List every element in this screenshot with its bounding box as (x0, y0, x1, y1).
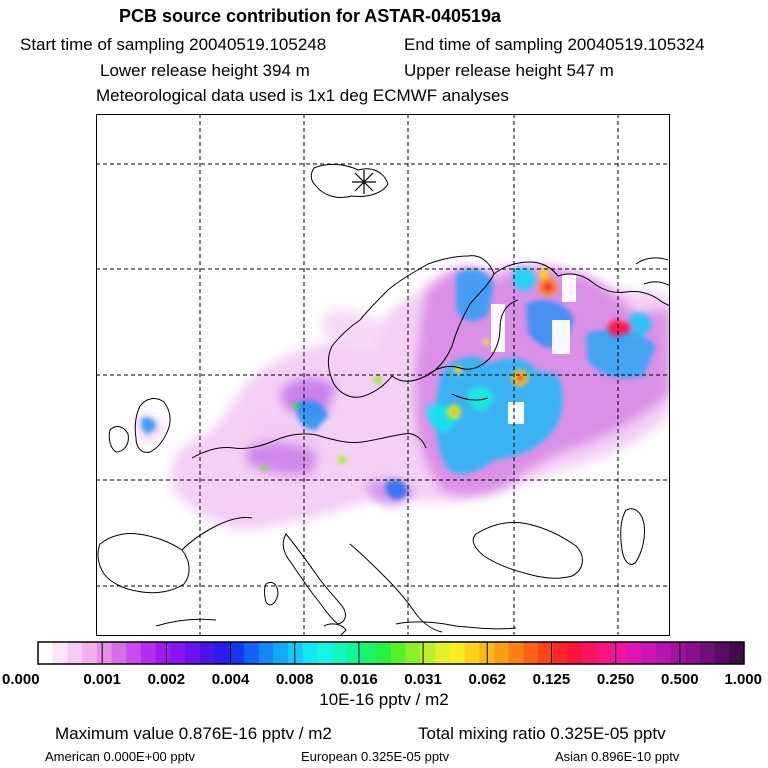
meteorological-data-note: Meteorological data used is 1x1 deg ECMWF analyses (96, 86, 509, 105)
colorbar-cell (523, 642, 538, 664)
colorbar-cell (391, 642, 406, 664)
colorbar-cell (288, 642, 303, 664)
colorbar-cell (612, 642, 627, 664)
colorbar-tick-label: 0.016 (340, 671, 378, 688)
asian-contribution: Asian 0.896E-10 pptv (555, 749, 680, 764)
colorbar-units: 10E-16 pptv / m2 (319, 690, 449, 709)
colorbar-cell (200, 642, 215, 664)
colorbar-cell (244, 642, 259, 664)
plot-title: PCB source contribution for ASTAR-040519a (118, 6, 502, 26)
colorbar-tick-label: 0.031 (404, 671, 442, 688)
colorbar-cell (568, 642, 583, 664)
colorbar-cell (509, 642, 524, 664)
colorbar-cell (538, 642, 553, 664)
colorbar-cell (38, 642, 53, 664)
colorbar-cell (170, 642, 185, 664)
colorbar-cell (229, 642, 244, 664)
european-contribution: European 0.325E-05 pptv (301, 749, 450, 764)
colorbar-cell (376, 642, 391, 664)
colorbar (0, 640, 768, 690)
colorbar-cell (112, 642, 127, 664)
colorbar-cell (406, 642, 421, 664)
colorbar-cell (656, 642, 671, 664)
colorbar-cell (553, 642, 568, 664)
colorbar-cell (156, 642, 171, 664)
colorbar-tick-label: 0.250 (596, 671, 635, 688)
colorbar-cell (126, 642, 141, 664)
colorbar-tick-label: 0.004 (211, 671, 250, 688)
colorbar-cell (53, 642, 68, 664)
colorbar-cell (332, 642, 347, 664)
maximum-value: Maximum value 0.876E-16 pptv / m2 (55, 724, 332, 743)
colorbar-cell (465, 642, 480, 664)
colorbar-cell (700, 642, 715, 664)
colorbar-tick-label: 0.001 (83, 671, 121, 688)
colorbar-cell (641, 642, 656, 664)
colorbar-cell (67, 642, 82, 664)
colorbar-cell (273, 642, 288, 664)
colorbar-cell (362, 642, 377, 664)
colorbar-tick-label: 0.002 (147, 671, 186, 688)
lower-release-height: Lower release height 394 m (100, 61, 310, 80)
colorbar-tick-label: 0.000 (2, 671, 40, 688)
colorbar-cell (626, 642, 641, 664)
colorbar-tick-labels (2, 671, 762, 688)
colorbar-cells (38, 642, 744, 664)
colorbar-cell (303, 642, 318, 664)
map-panel (96, 114, 670, 636)
colorbar-cell (494, 642, 509, 664)
colorbar-cell (685, 642, 700, 664)
colorbar-cell (215, 642, 230, 664)
upper-release-height: Upper release height 547 m (404, 61, 614, 80)
colorbar-cell (141, 642, 156, 664)
colorbar-cell (82, 642, 97, 664)
sampling-start-time: Start time of sampling 20040519.105248 (20, 35, 327, 54)
colorbar-cell (582, 642, 597, 664)
colorbar-tick-label: 0.062 (468, 671, 507, 688)
colorbar-cell (317, 642, 332, 664)
colorbar-tick-label: 0.125 (532, 671, 571, 688)
colorbar-cell (715, 642, 730, 664)
colorbar-tick-label: 1.000 (724, 671, 762, 688)
colorbar-cell (435, 642, 450, 664)
total-mixing-ratio: Total mixing ratio 0.325E-05 pptv (418, 724, 666, 743)
colorbar-cell (97, 642, 112, 664)
sampling-end-time: End time of sampling 20040519.105324 (404, 35, 705, 54)
star-burst-icon (352, 170, 376, 194)
colorbar-cell (450, 642, 465, 664)
colorbar-tick-label: 0.500 (661, 671, 699, 688)
colorbar-tick-label: 0.008 (275, 671, 314, 688)
colorbar-cell (259, 642, 274, 664)
colorbar-cell (729, 642, 744, 664)
colorbar-cell (670, 642, 685, 664)
colorbar-cell (185, 642, 200, 664)
colorbar-cell (597, 642, 612, 664)
colorbar-cell (347, 642, 362, 664)
american-contribution: American 0.000E+00 pptv (45, 749, 195, 764)
